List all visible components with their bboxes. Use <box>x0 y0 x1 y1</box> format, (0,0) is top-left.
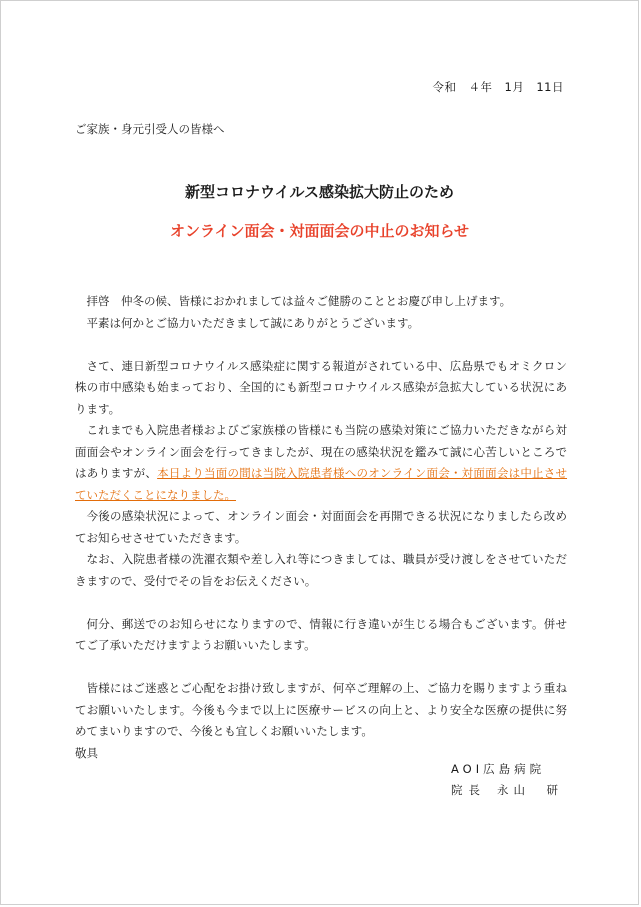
paragraph-resume-notice: 今後の感染状況によって、オンライン面会・対面面会を再開できる状況になりましたら改めてお知らせさせていただきます。 <box>75 509 567 545</box>
paragraph-situation: さて、連日新型コロナウイルス感染症に関する報道がされている中、広島県でもオミクロン株の市中感染も始まっており、全国的にも新型コロナウイルス感染が急拡大している状況にあります。 <box>75 358 567 416</box>
paragraph-laundry: なお、入院患者様の洗濯衣類や差し入れ等につきましては、職員が受け渡しをさせていただきますので、受付でその旨をお伝えください。 <box>75 552 567 588</box>
letter-body <box>75 291 567 764</box>
greeting-line-2: 平素は何かとご協力いただきまして誠にありがとうございます。 <box>86 315 420 330</box>
document-title: 新型コロナウイルス感染拡大防止のため <box>184 183 455 201</box>
document-date: 令和 ４年 1月 11日 <box>432 80 564 94</box>
suspension-highlight-text: 本日より当面の間は当院入院患者様へのオンライン面会・対面面会は中止させていただくことになりました。 <box>75 466 568 502</box>
suspension-lead-text: これまでも入院患者様およびご家族様の皆様にも当院の感染対策にご協力いただきながら対面面会やオンライン面会を行ってきましたが、現在の感染状況を鑑みて誠に心苦しいところではありますが、 <box>75 423 567 480</box>
document-subtitle: オンライン面会・対面面会の中止のお知らせ <box>169 222 470 240</box>
addressee: ご家族・身元引受人の皆様へ <box>75 122 225 136</box>
hospital-name: AOI広島病院 <box>451 762 546 776</box>
paragraph-mail-note: 何分、郵送でのお知らせになりますので、情報に行き違いが生じる場合もございます。併せてご了承いただけますようお願いいたします。 <box>75 616 568 652</box>
closing-word: 敬具 <box>75 745 98 760</box>
signature-line <box>451 782 563 798</box>
signature-name: 永山 研 <box>497 783 563 797</box>
signature-role: 院長 <box>451 783 486 797</box>
paragraph-request: 皆様にはご迷惑とご心配をお掛け致しますが、何卒ご理解の上、ご協力を賜りますよう重ねてお願いいたします。今後も今まで以上に医療サービスの向上と、より安全な医療の提供に努めてまいりますので、今後とも宜しくお願いいたします。 <box>75 681 567 738</box>
paragraph-suspension <box>75 420 567 506</box>
greeting-line-1: 拝啓 仲冬の候、皆様におかれましては益々ご健勝のこととお慶び申し上げます。 <box>86 294 512 308</box>
